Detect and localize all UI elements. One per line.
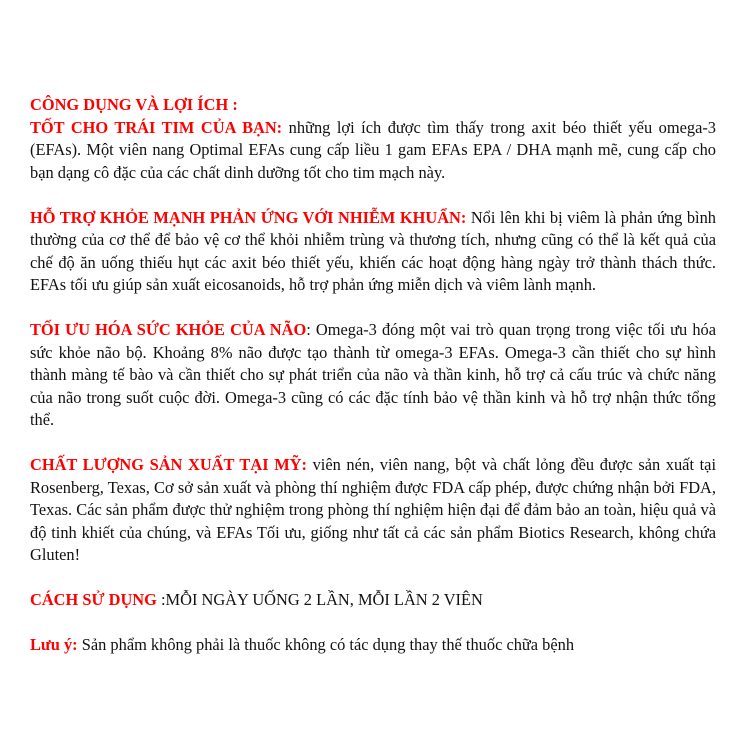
section-body: viên nén, viên nang, bột và chất lỏng đều được sản xuất tại Rosenberg, Texas, Cơ sở sản xuất và phòng thí nghiệm được FDA cấp phép, được chứng nhận bởi FDA, Texas. Các sản phẩm được thử nghiệm trong phòng thí nghiệm hiện đại để đảm bảo an toàn, hiệu quả và độ tinh khiết của chúng, và EFAs Tối ưu, giống như tất cả các sản phẩm Biotics Research, không chứa Gluten! — [30, 455, 717, 564]
section-brain-health — [30, 319, 716, 432]
section-made-in-usa — [30, 454, 716, 567]
section-title: CHẤT LƯỢNG SẢN XUẤT TẠI MỸ: — [30, 455, 307, 474]
document-body — [30, 94, 716, 679]
section-body: :MỖI NGÀY UỐNG 2 LẦN, MỖI LẦN 2 VIÊN — [156, 590, 483, 609]
section-body: Sản phẩm không phải là thuốc không có tác dụng thay thế thuốc chữa bệnh — [77, 635, 575, 654]
page-heading: CÔNG DỤNG VÀ LỢI ÍCH : — [30, 95, 238, 114]
section-title: TỐT CHO TRÁI TIM CỦA BẠN: — [30, 117, 283, 137]
section-title: CÁCH SỬ DỤNG — [30, 590, 157, 609]
section-usage — [30, 589, 716, 612]
section-note — [30, 634, 716, 657]
section-body: những lợi ích được tìm thấy trong axit béo thiết yếu omega-3 (EFAs). Một viên nang Optimal EFAs cung cấp liều 1 gam EFAs EPA / DHA mạnh mẽ, cung cấp cho bạn dạng cô đặc của các chất dinh dưỡng tốt cho tim mạch này. — [30, 117, 717, 182]
section-immune-support — [30, 207, 716, 297]
section-title: HỖ TRỢ KHỎE MẠNH PHẢN ỨNG VỚI NHIỄM KHUẨN: — [30, 207, 467, 227]
section-body: Nổi lên khi bị viêm là phản ứng bình thường của cơ thể để bảo vệ cơ thể khỏi nhiễm trùng và thương tích, nhưng cũng có thể là kết quả của chế độ ăn uống thiếu hụt các axit béo thiết yếu, khiến các hoạt động hàng ngày trở thành thách thức. EFAs tối ưu giúp sản xuất eicosanoids, hỗ trợ phản ứng miễn dịch và viêm lành mạnh. — [30, 207, 716, 294]
section-title: Lưu ý: — [30, 635, 78, 654]
section-body: : Omega-3 đóng một vai trò quan trọng trong việc tối ưu hóa sức khỏe não bộ. Khoảng 8% não được tạo thành từ omega-3 EFAs. Omega-3 cần thiết cho sự hình thành màng tế bào và cần thiết cho sự phát triển của não và thần kinh, hỗ trợ cả cấu trúc và chức năng của não trong suốt cuộc đời. Omega-3 cũng có các đặc tính bảo vệ thần kinh và hỗ trợ nhận thức tổng thể. — [30, 320, 716, 429]
section-benefits-heart — [30, 94, 716, 184]
section-title: TỐI ƯU HÓA SỨC KHỎE CỦA NÃO — [30, 320, 307, 339]
